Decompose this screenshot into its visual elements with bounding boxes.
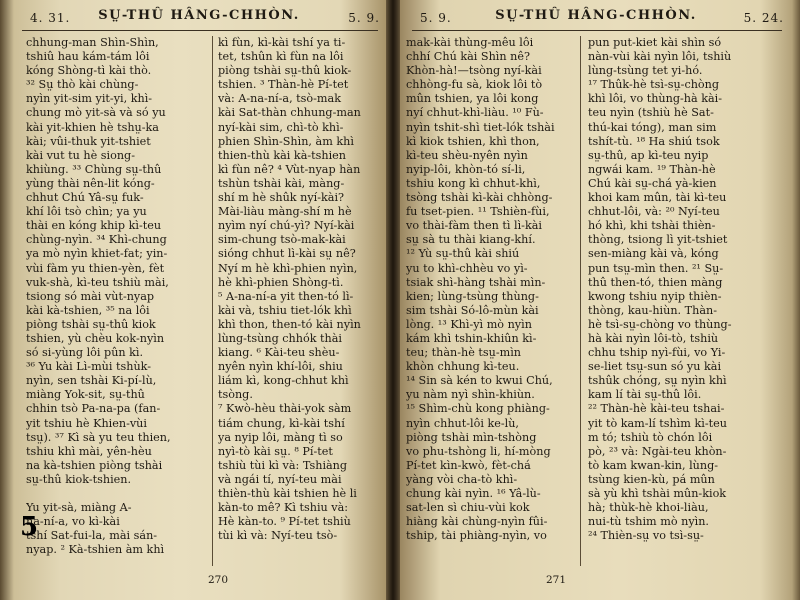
header-rule	[412, 30, 782, 31]
chapter-numeral: 5	[20, 512, 39, 542]
left-page-number: 270	[208, 574, 229, 586]
right-page-number: 271	[546, 574, 567, 586]
right-column-2: pun put-kiet kài shìn só nàn-vùi kài nyìn lôi, tshiù lùng-tsùng tet yi-hó. ¹⁷ Thûk-hè tsì-sṳ-chòng khì lôi, vo thùng-hà kài- teu nyìn (tshiù hè Sat- thú-kai tóng), man sim tshít-tù. ¹⁸ Ha shiú tsok sṳ-thû, ap kì-teu nyip ngwái kam. ¹⁹ Thàn-hè Chú kài sṳ-chá yà-kien khoi kam mûn, tài kì-teu chhut-lôi, và: ²⁰ Nyí-teu hó khì, khi tshài thièn- thòng, tsiong lì yit-tshiet sen-miàng kài và, kóng pun tsṳ-mìn then. ²¹ Sṳ- thû then-tó, thien màng kwong tshiu nyip thièn- thòng, kau-hiùn. Thàn- hè tsì-sṳ-chòng vo thùng- hà kài nyìn lôi-tò, tshiù chhu tship nyì-fùi, vo Yi- se-liet tsṳ-sun só yu kài tshûk chóng, sṳ nyìn khì kam lí tài sṳ-thû lôi. ²² Thàn-hè kài-teu tshai- yit tò kam-lí tshìm kì-teu m tó; tshiù tò chón lôi pò, ²³ và: Ngài-teu khòn- tò kam kwan-kin, lùng- tsùng kien-kù, pá mûn sà yù khì tshài mûn-kiok hà; thùk-hè khoi-liàu, nui-tù tshim mò nyìn. ²⁴ Thièn-sṳ vo tsì-sṳ-	[588, 36, 732, 543]
right-column-1: mak-kài thùng-mêu lôi chhí Chú kài Shìn nê? Khòn-hà!—tsòng nyí-kài chhòng-fu sà, kiok lôi tò mûn tshien, ya lôi kong nyí chhut-khì-liàu. ¹⁰ Fù- nyìn tshit-shì tiet-lók tshài kì kiok tshien, khì thon, kì-teu shèu-nyên nyìn nyip-lôi, khòn-tó sí-li, tshiu kong kì chhut-khì, tsòng tshài kì-kài chhòng- fu tset-pien. ¹¹ Tshièn-fùi, vo thài-fàm then tì lì-kài sṳ sà tu thài kiang-khí. ¹² Yù sṳ-thû kài shiú yu to khì-chhèu vo yì- tsiak shì-hàng tshài mìn- kien; lùng-tsùng thùng- sim tshài Só-lô-mùn kài lòng. ¹³ Khì-yì mò nyìn kám khì tshin-khiûn kì- teu; thàn-hè tsṳ-mìn khòn chhung kì-teu. ¹⁴ Sin sà kén to kwui Chú, yu nàm nyì shìn-khiùn. ¹⁵ Shìm-chù kong phiàng- nyìn chhut-lôi ke-lù, piòng tshài mìn-tshòng vo phu-tshòng li, hí-mòng Pí-tet kìn-kwò, fèt-chá yàng vòi cha-tò khì- chung kài nyìn. ¹⁶ Yâ-lù- sat-len sì chiu-vùi kok hiàng kài chùng-nyìn fûi- tship, tài phiàng-nyìn, vo	[406, 36, 555, 543]
right-chapter-ref: 5. 9.	[420, 11, 452, 25]
right-page-header	[398, 8, 794, 30]
column-divider	[580, 36, 581, 566]
left-running-title: SṲ-THÛ HÂNG-CHHÒN.	[98, 8, 300, 23]
left-column-1: chhung-man Shìn-Shìn, tshiû hau kám-tám lôi kóng Shòng-tì kài thò. ³² Sṳ thò kài chùng- nyìn yit-sim yit-yi, khì- chung mò yit-sà và só yu kài yit-khien hè tshṳ-ka kài; vûi-thuk yit-tshiet kài vut tu hè siong- khiùng. ³³ Chùng sṳ-thû yùng thài nên-lit kóng- chhut Chú Yâ-sṳ fuk- khí lôi tsò chìn; ya yu thài en kóng khip kì-teu chùng-nyìn. ³⁴ Khì-chung ya mò nyìn khiet-fat; yin- vùi fàm yu thien-yèn, fèt vuk-shà, kì-teu tshiù mài, tsiong só mài vùt-nyap kài kà-tshien, ³⁵ na lôi piòng tshài sṳ-thû kiok tshien, yù chèu kok-nyìn só si-yùng lôi pûn kì. ³⁶ Yu kài Lì-mùi tshùk- nyìn, sen tshài Ki-pí-lù, miàng Yok-sit, sṳ-thû chhin tsò Pa-na-pa (fan- yit tshiu hè Khien-vùi tsṳ). ³⁷ Kì sà yu teu thien, tshiu khì mài, yên-hèu na kà-tshien piòng tshài sṳ-thû kiok-tshien. Yu yit-sà, miàng A- na-ní-a, vo kì-kài tshí Sat-fui-la, mài sán- nyap. ² Kà-tshien àm khì	[26, 36, 171, 557]
header-rule	[22, 30, 378, 31]
right-chapter-ref-end: 5. 24.	[743, 11, 784, 25]
left-page-header	[8, 8, 390, 30]
column-divider	[212, 36, 213, 566]
left-chapter-ref: 4. 31.	[30, 11, 71, 25]
right-running-title: SṲ-THÛ HÂNG-CHHÒN.	[495, 8, 697, 23]
right-page	[398, 0, 794, 600]
left-chapter-ref-end: 5. 9.	[348, 11, 380, 25]
left-page	[8, 0, 390, 600]
left-column-2: kì fùn, kì-kài tshí ya ti- tet, tshûn kì fùn na lôi piòng tshài sṳ-thû kiok- tshien. ³ Thàn-hè Pí-tet và: A-na-ní-a, tsò-mak kài Sat-thàn chhung-man nyí-kài sim, chì-tò khì- phien Shìn-Shìn, àm khì thien-thù kài kà-tshien kì fùn nê? ⁴ Vùt-nyap hàn tshùn tshài kài, màng- shí m hè shûk nyí-kài? Mài-liàu màng-shí m hè nyìm nyí chú-yì? Nyí-kài sim-chung tsò-mak-kài sióng chhut lì-kài sṳ nê? Nyí m hè khì-phien nyìn, hè khì-phien Shòng-tì. ⁵ A-na-ní-a yit then-tó lì- kài và, tshiu tiet-lók khì khì thon, then-tó kài nyìn lùng-tsùng chhók thài kiang. ⁶ Kài-teu shèu- nyên nyìn khí-lôi, shiu liám kì, kong-chhut khì tsòng. ⁷ Kwò-hèu thài-yok sàm tiám chung, kì-kài tshí ya nyip lôi, màng tì so nyì-tò kài sṳ. ⁸ Pí-tet tshiù tùi kì và: Tshiàng và ngái tí, nyí-teu mài thièn-thù kài tshien hè li kàn-to mê? Kì tshiu và: Hè kàn-to. ⁹ Pí-tet tshiù tùi kì và: Nyí-teu tsò-	[218, 36, 361, 543]
